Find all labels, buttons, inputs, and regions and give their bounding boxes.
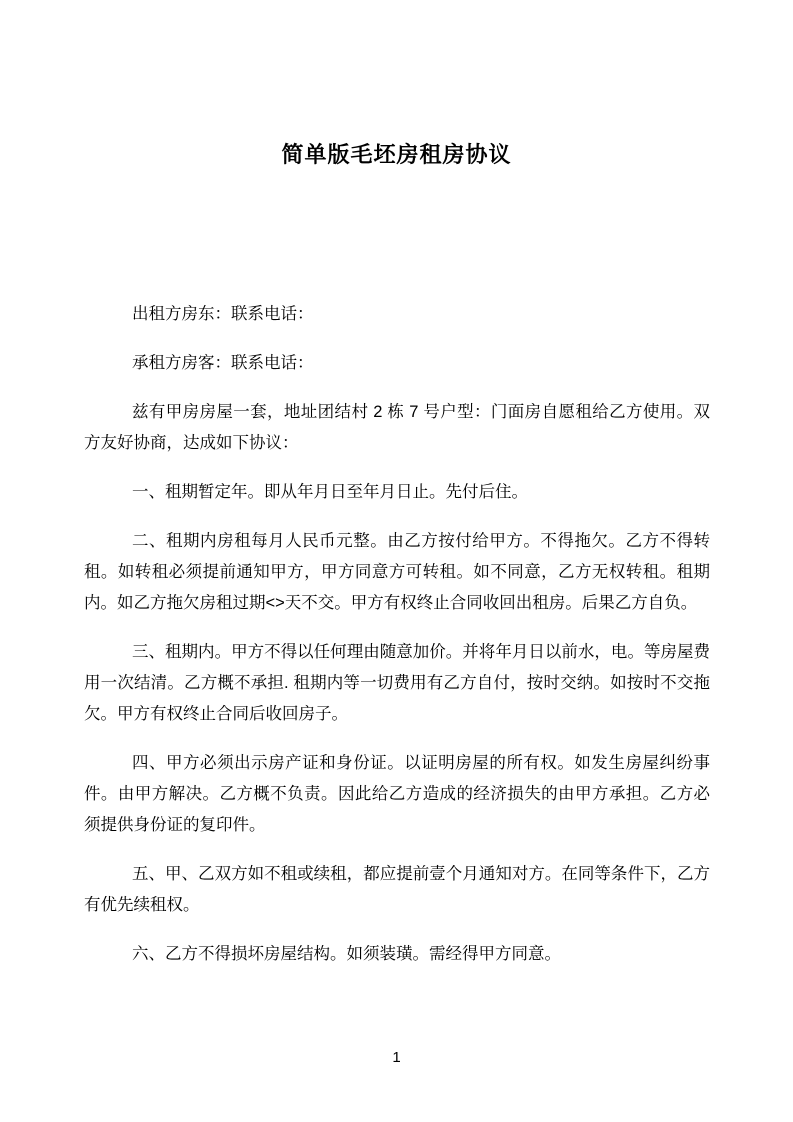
clause-3: 三、租期内。甲方不得以任何理由随意加价。并将年月日以前水，电。等房屋费用一次结清。乙方概不承担. 租期内等一切费用有乙方自付，按时交纳。如按时不交拖欠。甲方有权终止合同后收回房子。 (84, 643, 710, 723)
document-title: 简单版毛坯房租房协议 (281, 142, 512, 167)
clause-4: 四、甲方必须出示房产证和身份证。以证明房屋的所有权。如发生房屋纠纷事件。由甲方解决。乙方概不负责。因此给乙方造成的经济损失的由甲方承担。乙方必须提供身份证的复印件。 (84, 754, 710, 834)
document-body (84, 299, 710, 970)
party-line-tenant: 承租方房客：联系电话： (132, 354, 314, 372)
intro-paragraph: 兹有甲房房屋一套，地址团结村 2 栋 7 号户型：门面房自愿租给乙方使用。双方友好协商，达成如下协议： (84, 403, 710, 452)
clause-5: 五、甲、乙双方如不租或续租，都应提前壹个月通知对方。在同等条件下，乙方有优先续租权。 (84, 865, 710, 914)
clause-2: 二、租期内房租每月人民币元整。由乙方按付给甲方。不得拖欠。乙方不得转租。如转租必须提前通知甲方，甲方同意方可转租。如不同意，乙方无权转租。租期内。如乙方拖欠房租过期<>天不交。甲方有权终止合同收回出租房。后果乙方自负。 (84, 532, 710, 612)
clause-6: 六、乙方不得损坏房屋结构。如须装璜。需经得甲方同意。 (132, 945, 561, 963)
page-number: 1 (392, 1049, 401, 1066)
party-line-landlord: 出租方房东：联系电话： (132, 305, 314, 323)
clause-1: 一、租期暂定年。即从年月日至年月日止。先付后住。 (132, 483, 528, 501)
